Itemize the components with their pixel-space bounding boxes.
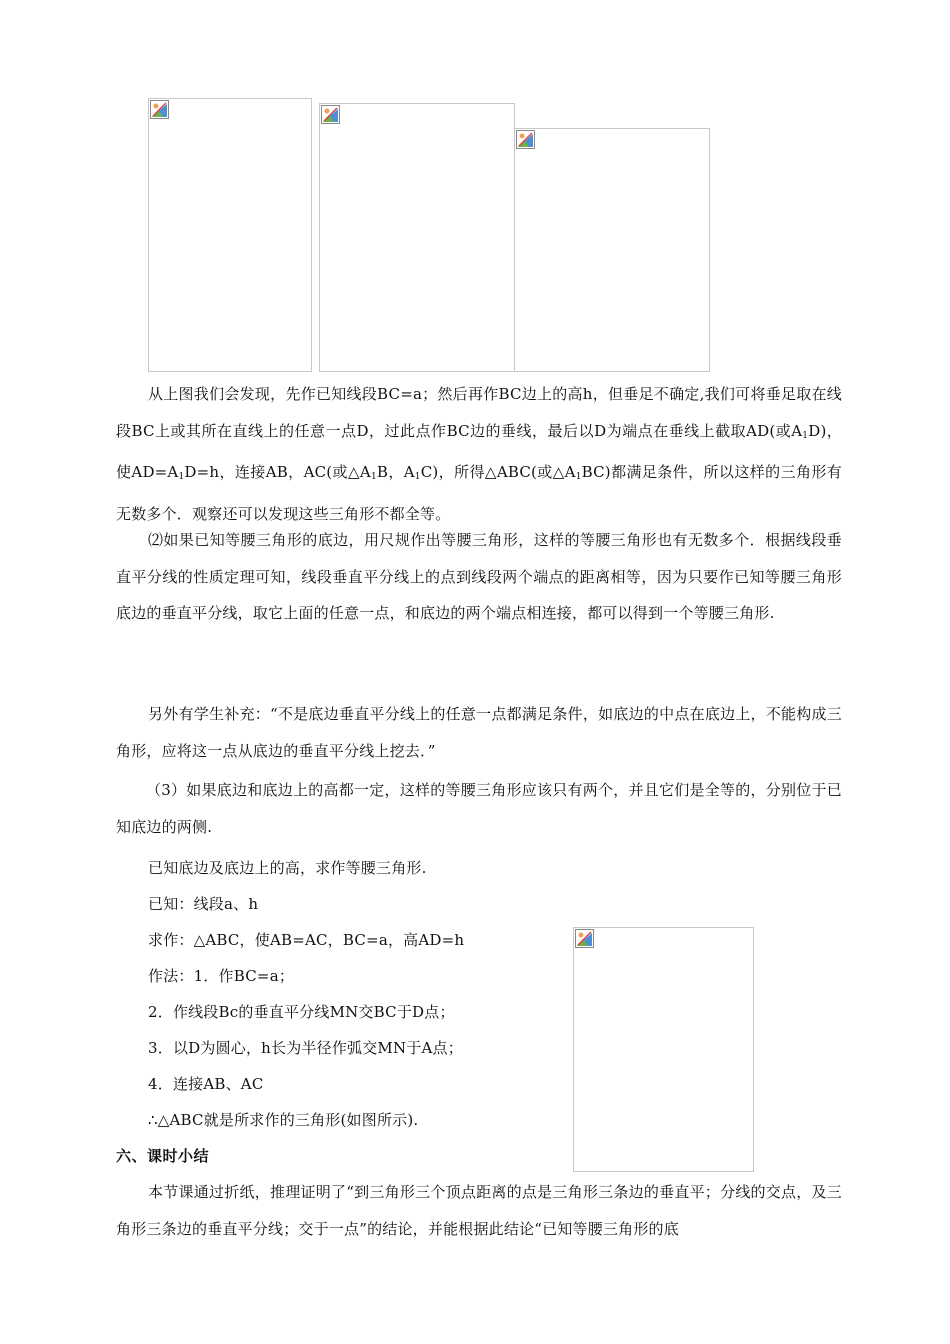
paragraph-case-2: ⑵如果已知等腰三角形的底边，用尺规作出等腰三角形，这样的等腰三角形也有无数多个．根据线段垂直平分线的性质定理可知，线段垂直平分线上的点到线段两个端点的距离相等，因为只要作已知等腰三角形底边的垂直平分线，取它上面的任意一点，和底边的两个端点相连接，都可以得到一个等腰三角形. <box>116 531 842 622</box>
paragraph-observation: 从上图我们会发现，先作已知线段BC=a；然后再作BC边上的高h，但垂足不确定,我们可将垂足取在线段BC上或其所在直线上的任意一点D，过此点作BC边的垂线，最后以D为端点在垂线上截取AD(或$A_1D$)，使$AD=A_1D=h$，连接AB，AC(或$\triangle A_1B$，$A_1C$)，所得△ABC(或$\triangle A_1BC$)都满足条件，所以这样的三角形有无数多个．观察还可以发现这些三角形不都全等。 <box>116 385 842 523</box>
figure-placeholder-3 <box>514 128 710 372</box>
construction-task: 已知底边及底边上的高，求作等腰三角形. <box>148 859 427 877</box>
step-1: 作法：1．作BC=a； <box>148 967 295 985</box>
paragraph-case-3: （3）如果底边和底边上的高都一定，这样的等腰三角形应该只有两个，并且它们是全等的，分别位于已知底边的两侧. <box>116 781 842 836</box>
step-2: 2．作线段Bc的垂直平分线MN交BC于D点； <box>148 1003 455 1021</box>
figure-placeholder-2 <box>319 103 515 372</box>
step-4: 4．连接AB、AC <box>148 1075 264 1093</box>
step-3: 3．以D为圆心，h长为半径作弧交MN于A点； <box>148 1039 463 1057</box>
required-line: 求作：△ABC，使AB=AC，BC=a，高AD=h <box>148 931 465 949</box>
figure-placeholder-4 <box>573 927 754 1172</box>
broken-image-icon <box>516 130 535 149</box>
paragraph-summary: 本节课通过折纸，推理证明了“到三角形三个顶点距离的点是三角形三条边的垂直平；分线的交点，及三角形三条边的垂直平分线；交于一点”的结论，并能根据此结论“已知等腰三角形的底 <box>116 1183 842 1238</box>
figure-placeholder-1 <box>148 98 312 372</box>
section-heading: 六、课时小结 <box>116 1147 210 1165</box>
conclusion-line: ∴△ABC就是所求作的三角形(如图所示). <box>148 1111 419 1129</box>
broken-image-icon <box>321 105 340 124</box>
given-line: 已知：线段a、h <box>148 895 259 913</box>
paragraph-student-note: 另外有学生补充：“不是底边垂直平分线上的任意一点都满足条件，如底边的中点在底边上，不能构成三角形，应将这一点从底边的垂直平分线上挖去．” <box>116 705 842 760</box>
broken-image-icon <box>150 100 169 119</box>
broken-image-icon <box>575 929 594 948</box>
